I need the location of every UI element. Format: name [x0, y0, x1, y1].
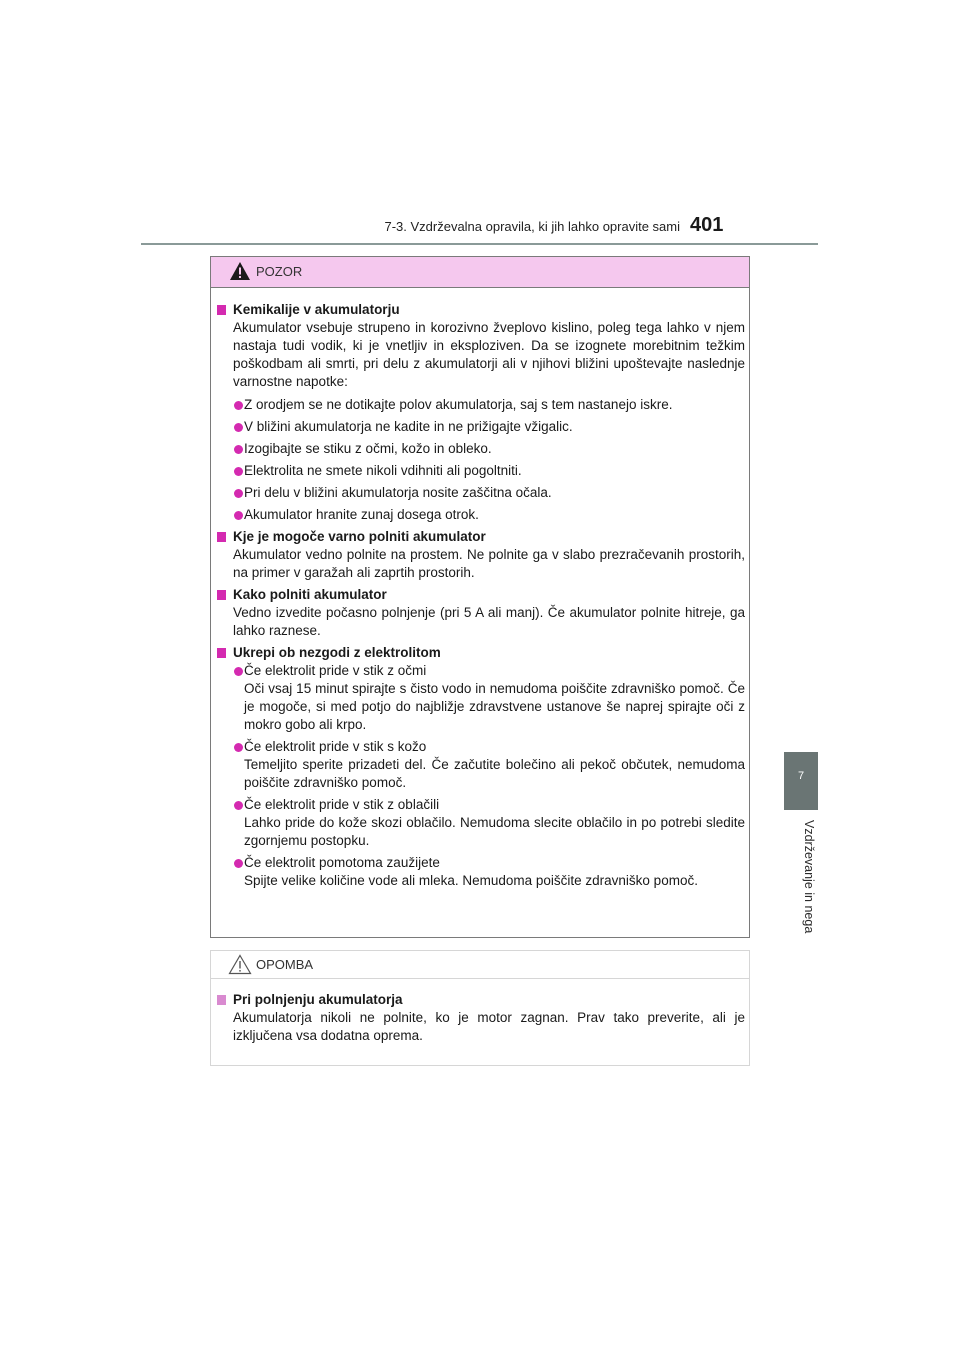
list-item: Če elektrolit pride v stik s kožo [217, 738, 745, 756]
note-text: Akumulatorja nikoli ne polnite, ko je motor zagnan. Prav tako preverite, ali je izključena vsa dodatna oprema. [233, 1010, 745, 1043]
chapter-tab-number: 7 [797, 770, 805, 782]
bullet-dot-icon [234, 489, 243, 498]
list-item: Izogibajte se stiku z očmi, kožo in obleko. [217, 440, 745, 458]
list-item: Če elektrolit pride v stik z očmi [217, 662, 745, 680]
section-chemicals [217, 301, 745, 524]
section-text: Akumulator vsebuje strupeno in korozivno žveplovo kislino, poleg tega lahko v njem nastaja tudi vodik, ki je vnetljiv in eksploziven. Da se izognete morebitnim težkim poškodbam ali smrti, pri delu z akumulatorji ali v njihovi bližini upoštevajte naslednje varnostne napotke: [233, 320, 745, 389]
list-item-text: Lahko pride do kože skozi oblačilo. Nemudoma slecite oblačilo in po potrebi sledite zgornjemu postopku. [244, 815, 745, 848]
header-rule [141, 243, 818, 245]
section-title: Kemikalije v akumulatorju [217, 301, 745, 319]
list-item: Akumulator hranite zunaj dosega otrok. [217, 506, 745, 524]
bullet-dot-icon [234, 445, 243, 454]
bullet-dot-icon [234, 667, 243, 676]
note-box [210, 950, 750, 1066]
square-bullet-icon [217, 532, 226, 542]
list-item: Če elektrolit pride v stik z oblačili [217, 796, 745, 814]
square-bullet-icon [217, 995, 226, 1005]
note-title: Pri polnjenju akumulatorja [217, 991, 745, 1009]
notice-triangle-icon [228, 954, 252, 975]
section-title: Kako polniti akumulator [217, 586, 745, 604]
bullet-dot-icon [234, 801, 243, 810]
list-item: Če elektrolit pomotoma zaužijete [217, 854, 745, 872]
section-text: Vedno izvedite počasno polnjenje (pri 5 A ali manj). Če akumulator polnite hitreje, ga lahko raznese. [233, 605, 745, 638]
page-header-title: 7-3. Vzdrževalna opravila, ki jih lahko opravite sami [384, 219, 680, 234]
section-title: Ukrepi ob nezgodi z elektrolitom [217, 644, 745, 662]
warning-heading: POZOR [256, 264, 303, 279]
bullet-dot-icon [234, 401, 243, 410]
list-item: Pri delu v bližini akumulatorja nosite zaščitna očala. [217, 484, 745, 502]
page-number: 401 [690, 214, 724, 236]
warning-content [217, 301, 745, 890]
list-item: Elektrolita ne smete nikoli vdihniti ali pogoltniti. [217, 462, 745, 480]
section-title: Kje je mogoče varno polniti akumulator [217, 528, 745, 546]
warning-box [210, 256, 750, 938]
note-content [217, 991, 745, 1045]
bullet-dot-icon [234, 467, 243, 476]
list-item-text: Temeljito sperite prizadeti del. Če začutite bolečino ali pekoč občutek, nemudoma poiščite zdravniško pomoč. [244, 757, 745, 790]
list-item-text: Oči vsaj 15 minut spirajte s čisto vodo in nemudoma poiščite zdravniško pomoč. Če je mogoče, si med potjo do najbližje zdravstvene ustanove še naprej spirajte oči z mokro gobo ali krpo. [244, 681, 745, 732]
note-heading: OPOMBA [256, 957, 314, 972]
list-item: V bližini akumulatorja ne kadite in ne prižigajte vžigalic. [217, 418, 745, 436]
bullet-dot-icon [234, 743, 243, 752]
note-header [211, 951, 749, 979]
square-bullet-icon [217, 590, 226, 600]
section-text: Akumulator vedno polnite na prostem. Ne polnite ga v slabo prezračevanih prostorih, na primer v garažah ali zaprtih prostorih. [233, 547, 745, 580]
list-item-text: Spijte velike količine vode ali mleka. Nemudoma poiščite zdravniško pomoč. [244, 873, 698, 888]
list-item: Z orodjem se ne dotikajte polov akumulatorja, saj s tem nastanejo iskre. [217, 396, 745, 414]
section-charging-location [217, 528, 745, 582]
section-how-to-charge [217, 586, 745, 640]
bullet-dot-icon [234, 423, 243, 432]
bullet-dot-icon [234, 511, 243, 520]
chapter-tab-label: Vzdrževanje in nega [802, 820, 816, 934]
bullet-dot-icon [234, 859, 243, 868]
square-bullet-icon [217, 648, 226, 658]
square-bullet-icon [217, 305, 226, 315]
warning-triangle-icon [229, 261, 251, 281]
section-electrolyte-accident [217, 644, 745, 890]
warning-header [211, 257, 749, 288]
